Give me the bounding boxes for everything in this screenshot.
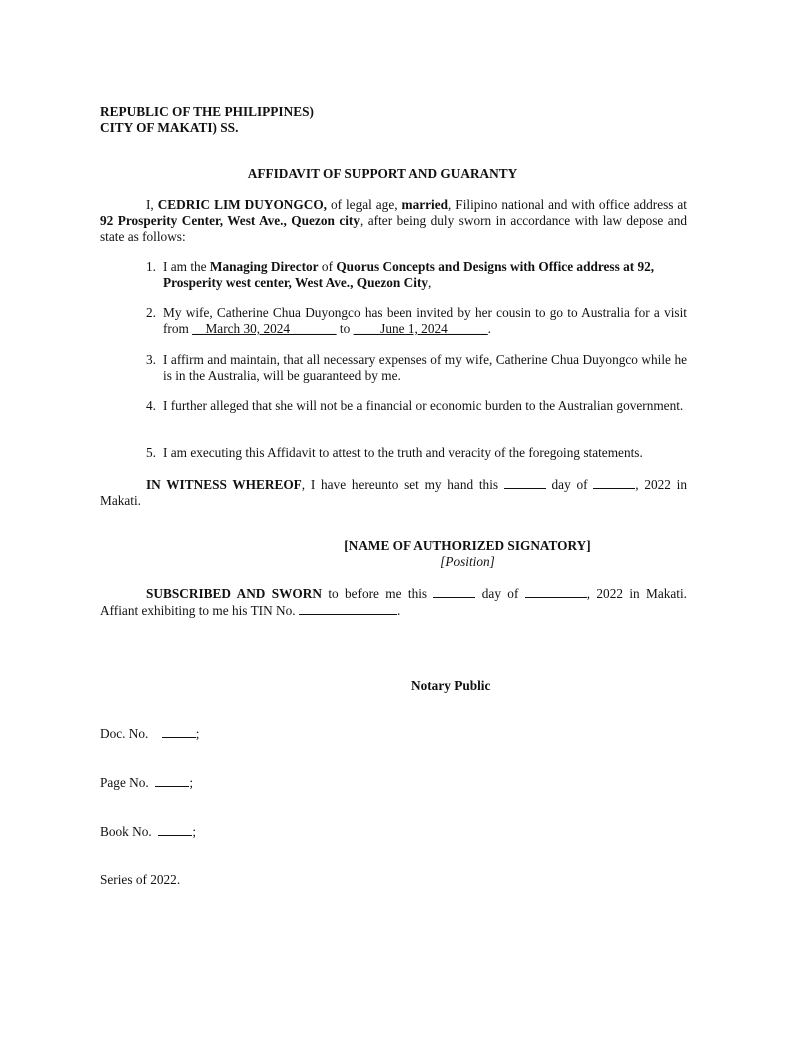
book-no-blank [158, 823, 192, 836]
page-no-blank [155, 774, 189, 787]
sworn-month-blank [525, 585, 587, 598]
subscribed-paragraph: SUBSCRIBED AND SWORN to before me this day of , 2022 in Makati. Affiant exhibiting to me his TIN No. . [100, 586, 687, 618]
witness-day-blank [504, 476, 546, 489]
list-item-1: 1. I am the Managing Director of Quorus Concepts and Designs with Office address at 92, Prosperity west center, West Ave., Quezon City, [146, 259, 655, 290]
intro-paragraph: I, CEDRIC LIM DUYONGCO, of legal age, married, Filipino national and with office address at 92 Prosperity Center, West Ave., Quezon city, after being duly sworn in accordance with law depose and state as follows: [100, 197, 688, 244]
witness-paragraph: IN WITNESS WHEREOF, I have hereunto set my hand this day of , 2022 in Makati. [100, 477, 687, 508]
tin-number-blank [299, 602, 397, 615]
list-item-2: 2. My wife, Catherine Chua Duyongco has been invited by her cousin to go to Australia for a visit from __March 30, 2024_______ to ____June 1, 2024______. [146, 305, 687, 336]
list-item-3: 3. I affirm and maintain, that all necessary expenses of my wife, Catherine Chua Duyongco while he is in the Australia, will be guaranteed by me. [146, 352, 687, 383]
witness-month-blank [593, 476, 635, 489]
office-address: 92 Prosperity Center, West Ave., Quezon city [100, 213, 360, 228]
civil-status: married [401, 197, 449, 212]
series-line: Series of 2022. [100, 872, 181, 887]
notary-register [100, 693, 300, 920]
signatory-block [340, 538, 595, 570]
affiant-name: CEDRIC LIM DUYONGCO, [157, 197, 328, 212]
sworn-day-blank [433, 585, 475, 598]
page-no-line: Page No. ; [100, 775, 194, 790]
signatory-name: [NAME OF AUTHORIZED SIGNATORY] [344, 538, 591, 553]
book-no-line: Book No. ; [100, 824, 197, 839]
doc-no-line: Doc. No. ; [100, 726, 200, 741]
job-title: Managing Director [209, 259, 319, 274]
visit-date-to: ____June 1, 2024______ [353, 321, 488, 336]
venue-line-city: CITY OF MAKATI) SS. [100, 120, 239, 135]
venue-header [100, 104, 687, 136]
list-item-5: 5. I am executing this Affidavit to attest to the truth and veracity of the foregoing statements. [146, 445, 643, 460]
company-address: Quorus Concepts and Designs with Office address at 92, Prosperity west center, West Ave., Quezon City [163, 259, 655, 290]
notary-public-title: Notary Public [411, 678, 491, 693]
doc-no-blank [162, 725, 196, 738]
venue-line-republic: REPUBLIC OF THE PHILIPPINES) [100, 104, 314, 119]
signatory-position: [Position] [440, 554, 495, 569]
visit-date-from: __March 30, 2024_______ [192, 321, 337, 336]
document-title: AFFIDAVIT OF SUPPORT AND GUARANTY [247, 166, 518, 181]
list-item-4: 4. I further alleged that she will not be a financial or economic burden to the Australian government. [146, 398, 684, 413]
